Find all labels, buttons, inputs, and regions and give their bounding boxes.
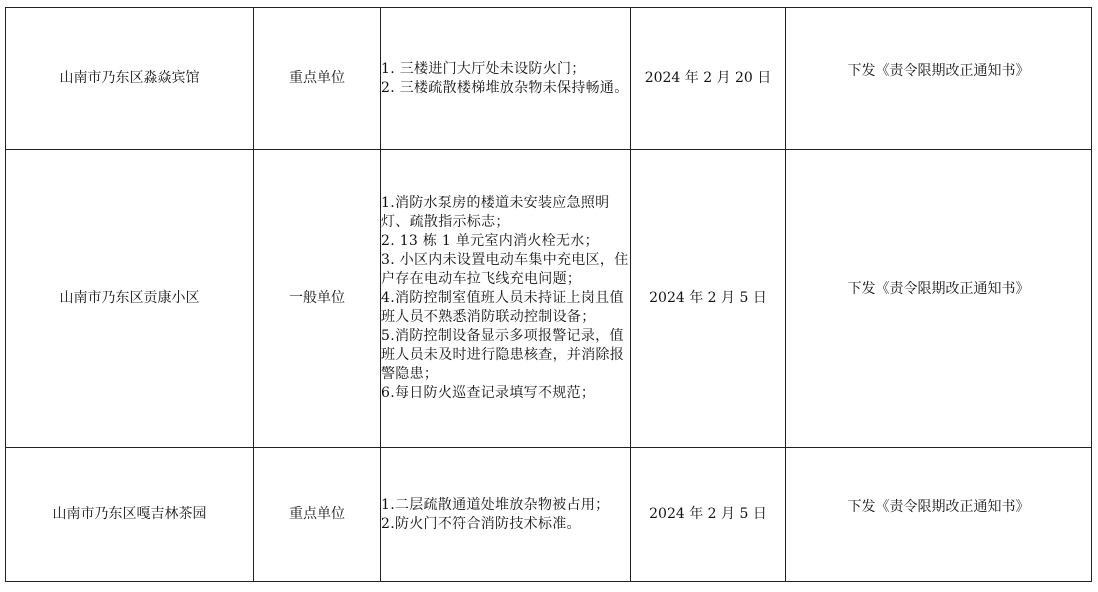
issue-item: 1.二层疏散通道处堆放杂物被占用； [381,496,610,513]
unit-category-cell: 重点单位 [254,448,381,582]
issue-item: 2. 三楼疏散楼梯堆放杂物未保持畅通。 [381,79,629,96]
unit-name-cell: 山南市乃东区嘎吉林茶园 [6,448,254,582]
inspection-date-cell: 2024 年 2 月 5 日 [631,448,786,582]
issue-item: 5.消防控制设备显示多项报警记录，值班人员未及时进行隐患核查，并消除报警隐患； [381,328,625,382]
issues-cell [381,448,631,582]
issue-item: 6.每日防火巡查记录填写不规范； [381,385,596,401]
unit-category-cell: 重点单位 [254,8,381,150]
table-row [6,150,1092,448]
action-text: 下发《责令限期改正通知书》 [847,63,1030,79]
action-text: 下发《责令限期改正通知书》 [847,281,1030,297]
inspection-date-cell: 2024 年 2 月 20 日 [631,8,786,150]
issues-cell [381,150,631,448]
unit-name-cell: 山南市乃东区贡康小区 [6,150,254,448]
issue-item: 1. 三楼进门大厅处未设防火门； [381,60,586,77]
issues-cell [381,8,631,150]
action-text: 下发《责令限期改正通知书》 [847,499,1030,515]
issue-item: 4.消防控制室值班人员未持证上岗且值班人员不熟悉消防联动控制设备； [381,290,624,325]
table-row [6,8,1092,150]
action-cell [786,8,1092,150]
issue-item: 2. 13 栋 1 单元室内消火栓无水； [381,233,599,249]
inspection-date-cell: 2024 年 2 月 5 日 [631,150,786,448]
unit-name-cell: 山南市乃东区淼焱宾馆 [6,8,254,150]
action-cell [786,150,1092,448]
unit-category-cell: 一般单位 [254,150,381,448]
inspection-table [5,7,1092,582]
table-row [6,448,1092,582]
action-cell [786,448,1092,582]
issue-item: 2.防火门不符合消防技术标准。 [381,515,581,532]
issue-item: 1.消防水泵房的楼道未安装应急照明灯、疏散指示标志； [381,195,610,230]
issue-item: 3. 小区内未设置电动车集中充电区，住户存在电动车拉飞线充电问题； [381,252,629,287]
